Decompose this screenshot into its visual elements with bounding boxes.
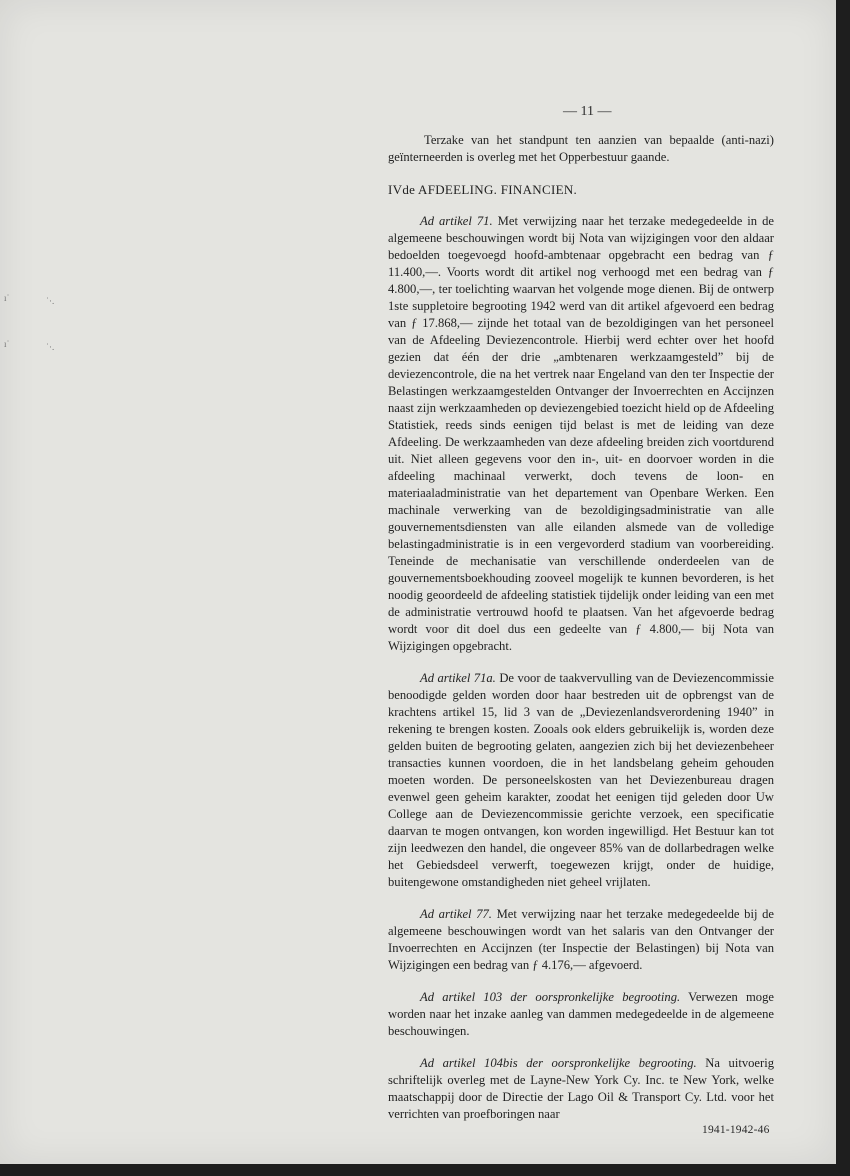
article-text: Na uitvoerig schriftelijk overleg met de Layne-New York Cy. Inc. te New York, welke maatschappij door de Directie der Lago Oil & Transport Cy. Ltd. voor het verrichten van proefboringen naar: [388, 1056, 774, 1121]
article-paragraph: [388, 213, 774, 655]
article-text: Met verwijzing naar het terzake medegedeelde bij de algemeene beschouwingen wordt van het salaris van den Ontvanger der Invoerrechten en Accijnzen (ter Inspectie der Belastingen) bij Nota van Wijzigingen een bedrag van ƒ 4.176,— afgevoerd.: [388, 907, 774, 972]
article-paragraph: [388, 906, 774, 974]
margin-mark: ı˙: [4, 339, 10, 349]
margin-mark: ˙·.: [46, 296, 55, 306]
article-paragraph: [388, 670, 774, 891]
document-page: — 11 — ı˙ ˙·. ı˙ ˙·. Terzake van het standpunt ten aanzien van bepaalde (anti-nazi) geïnterneerden is overleg met het Opperbestuur gaande. IVde AFDEELING. FINANCIEN. Ad artikel 71. Met verwijzing naar het terzake medegedeelde in de algemeene beschouwingen wordt bij Nota van wijzigingen voor den aldaar bedoelden toegevoegd hoofd-ambtenaar opgebracht een bedrag van ƒ 11.400,—. Voorts wordt dit artikel nog verhoogd met een bedrag van ƒ 4.800,—, ter toelichting waarvan het volgende moge dienen. Bij de ontwerp 1ste suppletoire begrooting 1942 werd van dit artikel afgevoerd een bedrag van ƒ 17.868,— zijnde het totaal van de bezoldigingen van het personeel van de Afdeeling Deviezencontrole. Hierbij werd echter over het hoofd gezien dat één der drie „ambtenaren werkzaamgesteld” bij de deviezencontrole, die na het vertrek naar Engeland van den ter Inspectie der Belastingen werkzaamgestelden Ontvanger der Invoerrechten en Accijnzen naast zijn werkzaamheden op deviezengebied toezicht hield op de Afdeeling Statistiek, reeds sinds eenigen tijd belast is met de leiding van deze Afdeeling. De werkzaamheden van deze afdeeling breiden zich voortdurend uit. Niet alleen gegevens voor den in-, uit- en doorvoer worden in die afdeeling machinaal verwerkt, doch tevens de loon- en materiaaladministratie van het departement van Openbare Werken. Een machinale verwerking van de bezoldigingsadministratie van alle gouvernementsdiensten van alle eilanden alsmede van de volledige belastingadministratie is in een vergevorderd stadium van voorbereiding. Teneinde de mechanisatie van verschillende onderdeelen van de gouvernementsboekhouding zooveel mogelijk te kunnen bevorderen, is het noodig geoordeeld de afdeeling statistiek tijdelijk onder leiding van een met de administratie vertrouwd hoofd te plaatsen. Van het afgevoerde bedrag wordt voor dit doel dus een gedeelte van ƒ 4.800,— bij Nota van Wijzigingen opgebracht. Ad artikel 71a. De voor de taakvervulling van de Deviezencommissie benoodigde gelden worden door haar bestreden uit de opbrengst van de krachtens artikel 15, lid 3 van de „Deviezenlandsverordening 1940” in rekening te brengen kosten. Zooals ook elders gebruikelijk is, worden deze gelden buiten de begrooting gelaten, aangezien zich bij het deviezenbeheer transacties kunnen voordoen, die in het landsbelang geheim gehouden moeten worden. De personeelskosten van het Deviezenbureau dragen evenwel geen geheim karakter, zoodat het eenigen tijd geleden door Uw College aan de Deviezencommissie gerichte verzoek, een specificatie daarvan te mogen ontvangen, kon worden ingewilligd. Het Bestuur kan tot zijn leedwezen den handel, die ongeveer 85% van de dollarbedragen welke het Gebiedsdeel verwerft, toegewezen krijgt, onder de huidige, buitengewone omstandigheden niet geheel vrijlaten. Ad artikel 77. Met verwijzing naar het terzake medegedeelde bij de algemeene beschouwingen wordt van het salaris van den Ontvanger der Invoerrechten en Accijnzen (ter Inspectie der Belastingen) bij Nota van Wijzigingen een bedrag van ƒ 4.176,— afgevoerd. Ad artikel 103 der oorspronkelijke begrooting. Verwezen moge worden naar het inzake aanleg van dammen medegedeelde in de algemeene beschouwingen. Ad artikel 104bis der oorspronkelijke begrooting. Na uitvoerig schriftelijk overleg met de Layne-New York Cy. Inc. te New York, welke maatschappij door de Directie der Lago Oil & Transport Cy. Ltd. voor het verrichten van proefboringen naar 1941-1942-46: [0, 0, 836, 1164]
article-reference: Ad artikel 71.: [420, 214, 493, 228]
article-text: Verwezen moge worden naar het inzake aanleg van dammen medegedeelde in de algemeene beschouwingen.: [388, 990, 774, 1038]
article-paragraph: [388, 989, 774, 1040]
document-body: [388, 132, 774, 1138]
article-reference: Ad artikel 103 der oorspronkelijke begrooting.: [420, 990, 681, 1004]
margin-mark: ı˙: [4, 293, 10, 303]
article-reference: Ad artikel 104bis der oorspronkelijke begrooting.: [420, 1056, 697, 1070]
margin-mark: ˙·.: [46, 342, 55, 352]
article-text: Met verwijzing naar het terzake medegedeelde in de algemeene beschouwingen wordt bij Nota van wijzigingen voor den aldaar bedoelden toegevoegd hoofd-ambtenaar opgebracht een bedrag van ƒ 11.400,—. Voorts wordt dit artikel nog verhoogd met een bedrag van ƒ 4.800,—, ter toelichting waarvan het volgende moge dienen. Bij de ontwerp 1ste suppletoire begrooting 1942 werd van dit artikel afgevoerd een bedrag van ƒ 17.868,— zijnde het totaal van de bezoldigingen van het personeel van de Afdeeling Deviezencontrole. Hierbij werd echter over het hoofd gezien dat één der drie „ambtenaren werkzaamgesteld” bij de deviezencontrole, die na het vertrek naar Engeland van den ter Inspectie der Belastingen werkzaamgestelden Ontvanger der Invoerrechten en Accijnzen naast zijn werkzaamheden op deviezengebied toezicht hield op de Afdeeling Statistiek, reeds sinds eenigen tijd belast is met de leiding van deze Afdeeling. De werkzaamheden van deze afdeeling breiden zich voortdurend uit. Niet alleen gegevens voor den in-, uit- en doorvoer worden in die afdeeling machinaal verwerkt, doch tevens de loon- en materiaaladministratie van het departement van Openbare Werken. Een machinale verwerking van de bezoldigingsadministratie van alle gouvernementsdiensten van alle eilanden alsmede van de volledige belastingadministratie is in een vergevorderd stadium van voorbereiding. Teneinde de mechanisatie van verschillende onderdeelen van de gouvernementsboekhouding zooveel mogelijk te kunnen bevorderen, is het noodig geoordeeld de afdeeling statistiek tijdelijk onder leiding van een met de administratie vertrouwd hoofd te plaatsen. Van het afgevoerde bedrag wordt voor dit doel dus een gedeelte van ƒ 4.800,— bij Nota van Wijzigingen opgebracht.: [388, 214, 774, 653]
scan-border-bottom: [0, 1164, 850, 1176]
article-paragraph: [388, 1055, 774, 1123]
article-reference: Ad artikel 71a.: [420, 671, 496, 685]
article-text: De voor de taakvervulling van de Deviezencommissie benoodigde gelden worden door haar bestreden uit de opbrengst van de krachtens artikel 15, lid 3 van de „Deviezenlandsverordening 1940” in rekening te brengen kosten. Zooals ook elders gebruikelijk is, worden deze gelden buiten de begrooting gelaten, aangezien zich bij het deviezenbeheer transacties kunnen voordoen, die in het landsbelang geheim gehouden moeten worden. De personeelskosten van het Deviezenbureau dragen evenwel geen geheim karakter, zoodat het eenigen tijd geleden door Uw College aan de Deviezencommissie gerichte verzoek, een specificatie daarvan te mogen ontvangen, kon worden ingewilligd. Het Bestuur kan tot zijn leedwezen den handel, die ongeveer 85% van de dollarbedragen welke het Gebiedsdeel verwerft, toegewezen krijgt, onder de huidige, buitengewone omstandigheden niet geheel vrijlaten.: [388, 671, 774, 889]
intro-paragraph: Terzake van het standpunt ten aanzien van bepaalde (anti-nazi) geïnterneerden is overleg met het Opperbestuur gaande.: [388, 133, 774, 164]
article-reference: Ad artikel 77.: [420, 907, 492, 921]
scan-border-right: [836, 0, 850, 1176]
document-footer: 1941-1942-46: [702, 1124, 770, 1136]
section-heading: IVde AFDEELING. FINANCIEN.: [388, 182, 578, 197]
